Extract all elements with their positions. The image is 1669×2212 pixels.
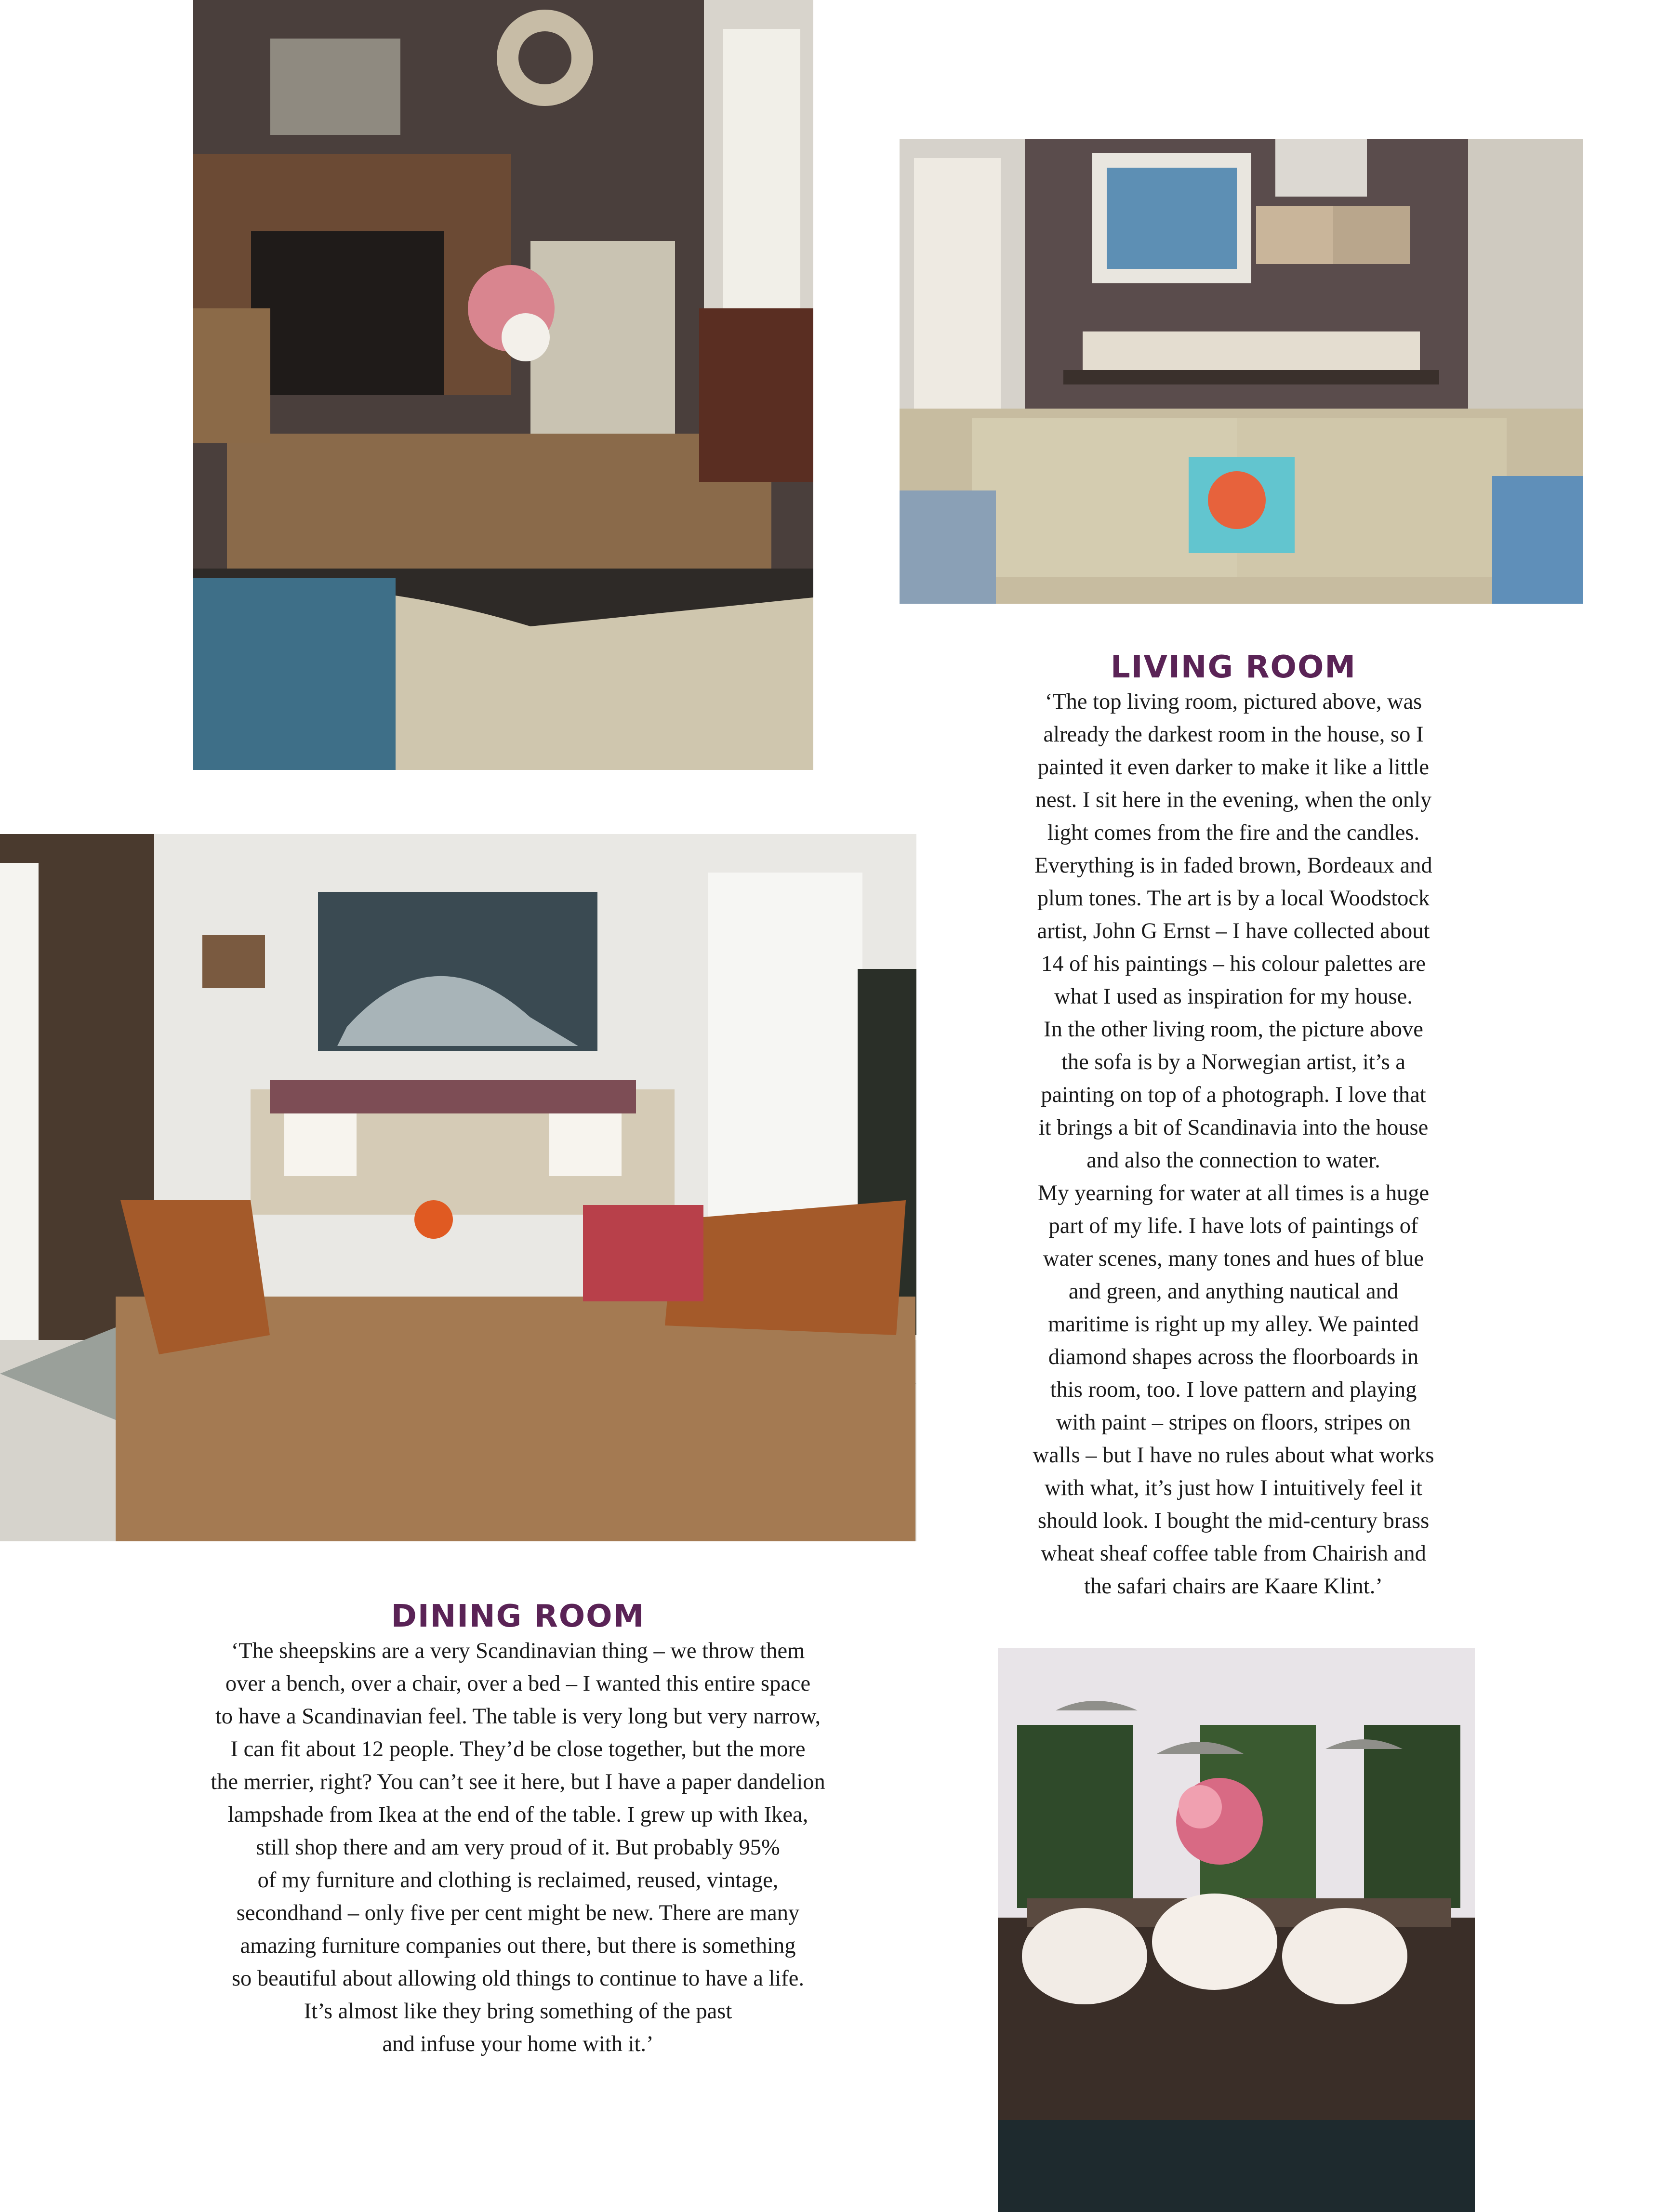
living-room-text-line: already the darkest room in the house, so I: [1043, 722, 1424, 747]
seating-area-photo-icon: [0, 834, 916, 1541]
dining-room-text-line: still shop there and am very proud of it. But probably 95%: [256, 1835, 780, 1860]
living-room-text-line: walls – but I have no rules about what works: [1033, 1443, 1434, 1468]
dining-room-text-line: of my furniture and clothing is reclaimed, reused, vintage,: [257, 1868, 779, 1893]
dining-room-text-line: lampshade from Ikea at the end of the table. I grew up with Ikea,: [227, 1802, 808, 1827]
living-room-text-line: this room, too. I love pattern and playing: [1050, 1378, 1417, 1402]
living-room-text-line: In the other living room, the picture above: [1044, 1017, 1423, 1042]
living-room-text-line: what I used as inspiration for my house.: [1054, 984, 1413, 1009]
dining-room-text-line: and infuse your home with it.’: [382, 2032, 654, 2056]
dining-room-text-line: so beautiful about allowing old things to continue to have a life.: [231, 1966, 805, 1991]
dining-room-text-line: to have a Scandinavian feel. The table is very long but very narrow,: [215, 1704, 821, 1729]
living-room-text-line: diamond shapes across the floorboards in: [1048, 1345, 1419, 1369]
living-room-sofa-photo: [900, 139, 1583, 604]
living-room-text-line: the sofa is by a Norwegian artist, it’s a: [1061, 1050, 1406, 1074]
dining-room-text-line: I can fit about 12 people. They’d be close together, but the more: [230, 1737, 806, 1762]
dining-room-text-line: secondhand – only five per cent might be new. There are many: [236, 1901, 800, 1925]
living-room-text-line: and green, and anything nautical and: [1068, 1279, 1399, 1304]
living-room-fireplace-photo: [193, 0, 813, 770]
living-room-text-line: part of my life. I have lots of paintings of: [1048, 1214, 1418, 1238]
living-room-seating-photo: [0, 834, 916, 1541]
fireplace-living-room-photo-icon: [193, 0, 813, 770]
dining-room-text-line: amazing furniture companies out there, but there is something: [240, 1934, 796, 1958]
living-room-text-line: plum tones. The art is by a local Woodstock: [1037, 886, 1430, 911]
living-room-text-line: My yearning for water at all times is a huge: [1037, 1181, 1430, 1205]
dining-room-heading: DINING ROOM: [391, 1599, 645, 1634]
dining-room-body: [120, 1635, 915, 2061]
dining-room-text-line: It’s almost like they bring something of the past: [304, 1999, 732, 2024]
living-room-text-line: Everything is in faded brown, Bordeaux and: [1034, 853, 1432, 878]
dining-room-text-line: the merrier, right? You can’t see it here, but I have a paper dandelion: [211, 1770, 825, 1794]
living-room-text-line: painting on top of a photograph. I love that: [1041, 1083, 1426, 1107]
living-room-body: [944, 686, 1523, 1603]
dining-room-text-line: ‘The sheepskins are a very Scandinavian thing – we throw them: [231, 1639, 805, 1663]
living-room-text-line: maritime is right up my alley. We painted: [1048, 1312, 1419, 1337]
living-room-text-line: should look. I bought the mid-century brass: [1037, 1509, 1430, 1533]
living-room-section: [944, 648, 1523, 1603]
living-room-text-line: 14 of his paintings – his colour palettes are: [1041, 952, 1426, 976]
sofa-artwork-photo-icon: [900, 139, 1583, 604]
living-room-text-line: the safari chairs are Kaare Klint.’: [1084, 1574, 1383, 1599]
living-room-text-line: ‘The top living room, pictured above, was: [1045, 689, 1422, 714]
living-room-text-line: painted it even darker to make it like a little: [1037, 755, 1430, 780]
living-room-text-line: artist, John G Ernst – I have collected about: [1037, 919, 1430, 943]
living-room-text-line: and also the connection to water.: [1086, 1148, 1380, 1173]
dining-table-photo-icon: [998, 1648, 1475, 2212]
living-room-text-line: water scenes, many tones and hues of blue: [1043, 1246, 1424, 1271]
living-room-text-line: light comes from the fire and the candles.: [1047, 821, 1420, 845]
dining-room-text-line: over a bench, over a chair, over a bed – I wanted this entire space: [225, 1671, 811, 1696]
living-room-text-line: nest. I sit here in the evening, when the only: [1035, 788, 1432, 812]
dining-room-section: [120, 1597, 915, 2061]
living-room-text-line: with what, it’s just how I intuitively feel it: [1045, 1476, 1422, 1500]
living-room-text-line: it brings a bit of Scandinavia into the house: [1038, 1115, 1429, 1140]
living-room-heading: LIVING ROOM: [1110, 649, 1357, 685]
living-room-text-line: wheat sheaf coffee table from Chairish and: [1041, 1541, 1426, 1566]
living-room-text-line: with paint – stripes on floors, stripes on: [1056, 1410, 1411, 1435]
dining-room-photo: [998, 1648, 1475, 2212]
